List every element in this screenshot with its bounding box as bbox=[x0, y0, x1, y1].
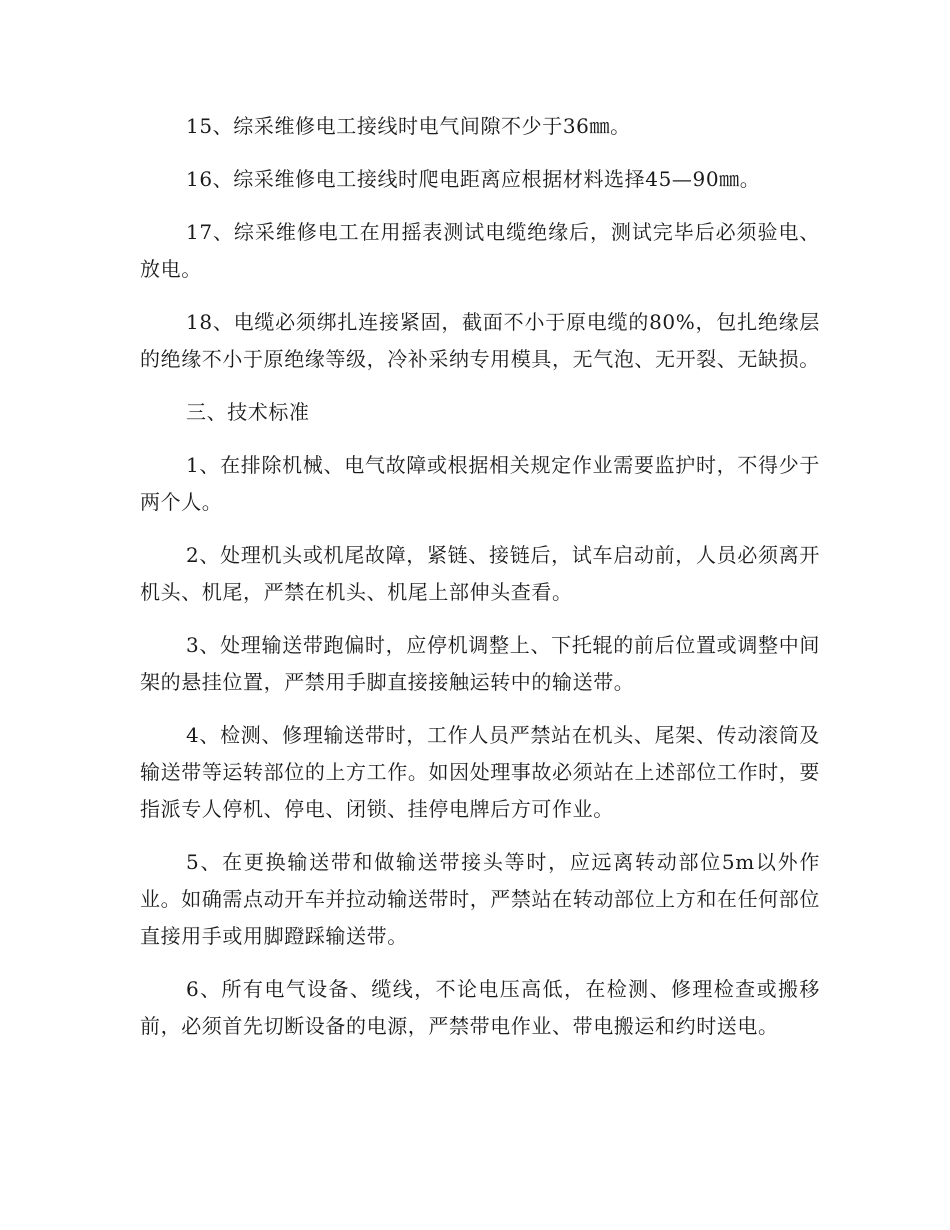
section-heading: 三、技术标准 bbox=[186, 400, 310, 424]
paragraph-item-16: 16、综采维修电工接线时爬电距离应根据材料选择45—90㎜。 bbox=[186, 167, 761, 191]
standard-item-6: 6、所有电气设备、缆线，不论电压高低，在检测、修理检查或搬移前，必须首先切断设备的电源，严禁带电作业、带电搬运和约时送电。 bbox=[140, 977, 820, 1038]
paragraph-item-18: 18、电缆必须绑扎连接紧固，截面不小于原电缆的80%，包扎绝缘层的绝缘不小于原绝缘等级，冷补采纳专用模具，无气泡、无开裂、无缺损。 bbox=[140, 310, 820, 371]
standard-item-5: 5、在更换输送带和做输送带接头等时，应远离转动部位5m以外作业。如确需点动开车并拉动输送带时，严禁站在转动部位上方和在任何部位直接用手或用脚蹬踩输送带。 bbox=[140, 850, 820, 948]
paragraph-item-17: 17、综采维修电工在用摇表测试电缆绝缘后，测试完毕后必须验电、放电。 bbox=[140, 220, 820, 281]
document-body bbox=[140, 108, 820, 1045]
standard-item-3: 3、处理输送带跑偏时，应停机调整上、下托辊的前后位置或调整中间架的悬挂位置，严禁用手脚直接接触运转中的输送带。 bbox=[140, 633, 820, 694]
standard-item-2: 2、处理机头或机尾故障，紧链、接链后，试车启动前，人员必须离开机头、机尾，严禁在机头、机尾上部伸头查看。 bbox=[140, 543, 820, 604]
paragraph-item-15: 15、综采维修电工接线时电气间隙不少于36㎜。 bbox=[186, 114, 631, 138]
standard-item-4: 4、检测、修理输送带时，工作人员严禁站在机头、尾架、传动滚筒及输送带等运转部位的上方工作。如因处理事故必须站在上述部位工作时，要指派专人停机、停电、闭锁、挂停电牌后方可作业。 bbox=[140, 723, 820, 821]
standard-item-1: 1、在排除机械、电气故障或根据相关规定作业需要监护时，不得少于两个人。 bbox=[140, 453, 820, 514]
